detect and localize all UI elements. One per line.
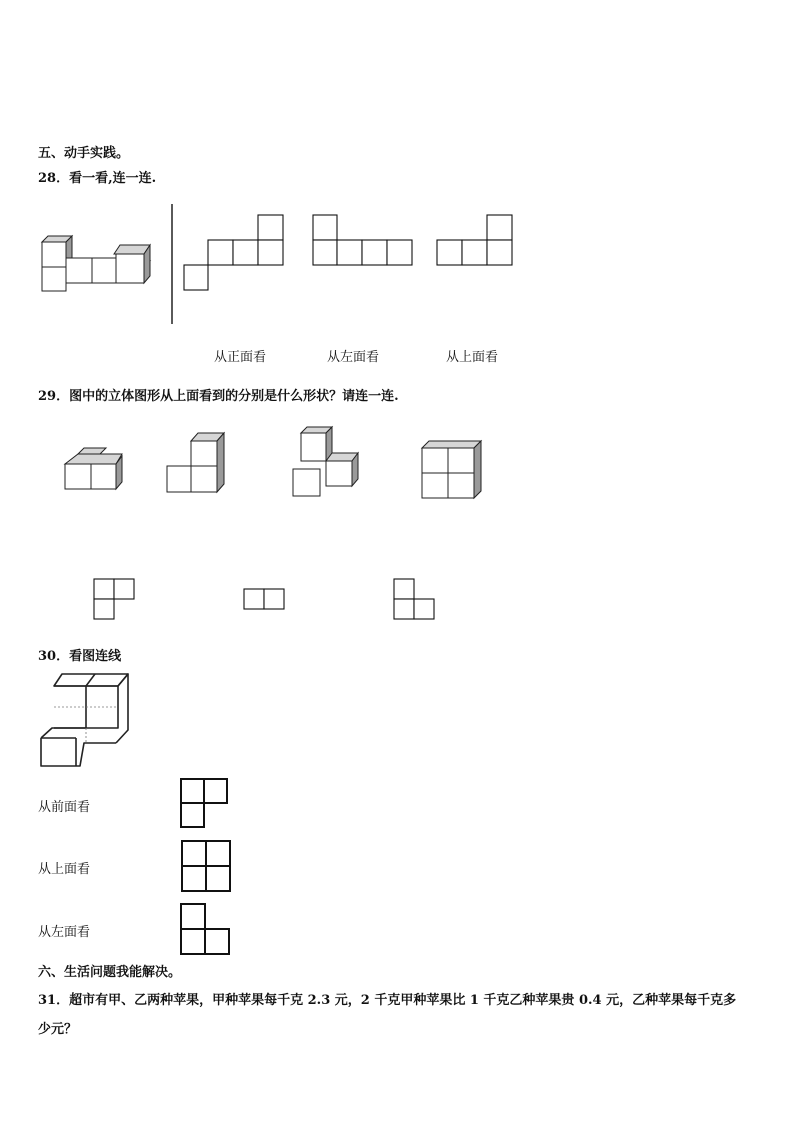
q28-label-left: 从左面看 [327,350,380,365]
q28-divider-line [171,204,173,324]
q30-view-option-3 [179,902,231,956]
q30-label-front: 从前面看 [38,800,91,815]
question-28-title: 28．看一看,连一连. [38,171,157,186]
q30-label-top: 从上面看 [38,862,91,877]
question-29-title: 29．图中的立体图形从上面看到的分别是什么形状？请连一连. [38,389,399,404]
q29-top-view-option-2 [243,588,287,612]
q29-top-view-option-3 [393,578,437,622]
q30-solid-figure-sketch [38,670,132,770]
q28-view-option-3 [436,214,514,268]
q28-solid-figure [40,236,155,292]
section-heading-5: 五、动手实践。 [38,146,130,161]
q30-view-option-1 [179,777,229,829]
q29-solid-figure-1 [64,446,126,492]
q29-solid-figure-2 [166,432,228,494]
q29-top-view-option-1 [93,578,137,622]
question-30-title: 30．看图连线 [38,649,122,664]
q29-solid-figure-3 [292,426,362,498]
q28-view-option-2 [312,214,414,268]
q28-view-option-1 [183,214,285,292]
q28-label-front: 从正面看 [214,350,267,365]
q29-solid-figure-4 [421,440,483,502]
q28-label-top: 从上面看 [446,350,499,365]
q30-view-option-2 [180,839,232,893]
section-heading-6: 六、生活问题我能解决。 [38,965,182,980]
question-31-line-2: 少元？ [38,1022,78,1037]
q30-label-left: 从左面看 [38,925,91,940]
question-31-line-1: 31．超市有甲、乙两种苹果，甲种苹果每千克 2.3 元，2 千克甲种苹果比 1 千克乙种苹果贵 0.4 元，乙种苹果每千克多 [38,993,737,1008]
